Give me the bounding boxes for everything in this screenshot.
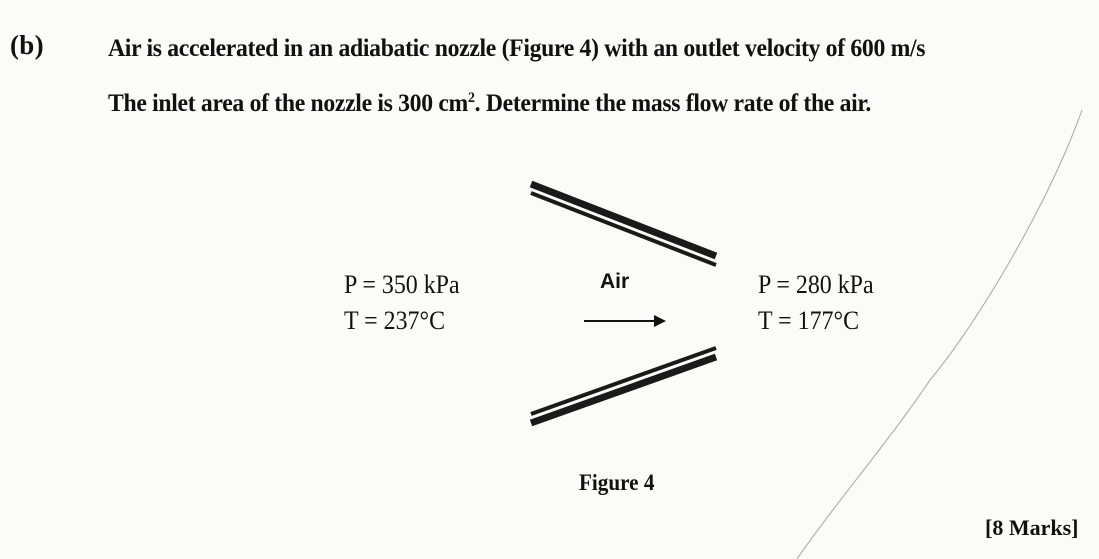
question-text-area: The inlet area of the nozzle is 300 cm bbox=[108, 88, 468, 117]
question-text-ask: . Determine the mass flow rate of the air. bbox=[474, 88, 872, 117]
question-label: (b) bbox=[10, 30, 44, 60]
inlet-temperature-label: T = 237°C bbox=[344, 306, 446, 335]
marks-allocation: [8 Marks] bbox=[985, 515, 1079, 540]
flow-arrow-icon bbox=[584, 315, 666, 327]
inlet-pressure-label: P = 350 kPa bbox=[344, 270, 460, 299]
nozzle-lower-wall bbox=[531, 348, 716, 423]
question-text-line-1: Air is accelerated in an adiabatic nozzle (Figure 4) with an outlet velocity of 600 m/s bbox=[108, 33, 926, 62]
figure-caption: Figure 4 bbox=[579, 470, 655, 495]
question-text-line-2 bbox=[108, 88, 871, 118]
outlet-pressure-label: P = 280 kPa bbox=[758, 270, 874, 299]
outlet-temperature-label: T = 177°C bbox=[758, 306, 860, 335]
flow-label: Air bbox=[600, 270, 630, 293]
nozzle-upper-wall bbox=[531, 184, 716, 265]
area-unit-exponent: 2 bbox=[467, 90, 475, 106]
